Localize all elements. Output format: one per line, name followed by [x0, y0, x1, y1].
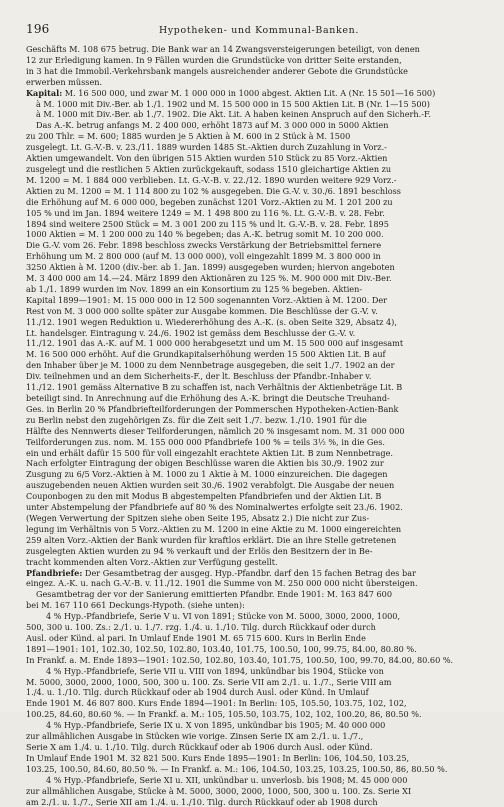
text-line [26, 720, 478, 731]
line-text: M. 16 500 000, und zwar M. 1 000 000 in 1000 abgest. Aktien Lit. A (Nr. 15 501—16 500) [62, 87, 436, 98]
line-text: 1894 sind weitere 2500 Stück = M. 3 001 200 zu 115 % und lt. G.-V.-B. v. 28. Febr. 1895 [26, 218, 389, 229]
line-text: 11./12. 1901 das A.-K. auf M. 1 000 000 herabgesetzt und um M. 15 500 000 auf insgesamt [26, 338, 404, 349]
text-line [26, 731, 478, 742]
line-text: 4 % Hyp.-Pfandbriefe, Serie VII u. VIII von 1894, unkündbar bis 1904, Stücke von [46, 665, 384, 676]
text-line [26, 55, 478, 66]
line-text: zu Berlin nebst den zugehörigen Zs. für die Zeit seit 1./7. bezw. 1./10. 1901 für die [26, 414, 367, 425]
line-text: beteiligt sind. In Anrechnung auf die Erhöhung des A.-K. bringt die Deutsche Treuhand- [26, 393, 390, 403]
text-line [26, 328, 478, 339]
text-line [26, 219, 478, 230]
text-line [26, 349, 478, 360]
text-line [26, 535, 478, 546]
line-text: 103.25, 100.50, 84.60, 80.50 %. — In Frankf. a. M.: 106, 104.50, 103.25, 103.25, 100.50, 86, 80.50 %. [26, 763, 448, 774]
text-line [26, 458, 478, 469]
text-line [26, 88, 478, 99]
text-line [26, 131, 478, 142]
text-line [26, 360, 478, 371]
line-text: tracht kommenden alten Vorz.-Aktien zur Verfügung gestellt. [26, 556, 278, 567]
text-line [26, 164, 478, 175]
text-line [26, 742, 478, 753]
text-line [26, 698, 478, 709]
line-text: 12 zur Erledigung kamen. In 9 Fällen wurden die Grundstücke von dritter Seite erstanden, [26, 54, 402, 65]
text-line [26, 208, 478, 219]
text-line [26, 687, 478, 698]
line-text: zur allmählichen Ausgabe, Stücke à M. 5000, 3000, 2000, 1000, 500, 300 u. 100. Zs. Serie XI [26, 785, 412, 796]
line-text: à M. 1000 mit Div.-Ber. ab 1./1. 1902 und M. 15 500 000 in 15 500 Aktien Lit. B (Nr. 1—15 500) [36, 98, 430, 109]
text-line [26, 611, 478, 622]
text-line [26, 142, 478, 153]
text-line [26, 371, 478, 382]
line-text: Teilforderungen zus. nom. M. 155 000 000 Pfandbriefe 100 % = teils 3½ %, in die Ges. [26, 436, 385, 447]
line-text: zu 200 Thlr. = M. 600; 1885 wurden je 5 Aktien à M. 600 in 2 Stück à M. 1500 [26, 131, 351, 142]
text-line [26, 655, 478, 666]
line-text: 11./12. 1901 gemäss Alternative B zu schaffen ist, nach Verhältnis der Aktienbeträge Lit. B [26, 382, 403, 393]
page-number: 196 [26, 22, 50, 36]
line-text: (Wegen Verwertung der Spitzen siehe oben Seite 195, Absatz 2.) Die nicht zur Zus- [26, 512, 370, 523]
line-text: eingez. A.-K. u. nach G.-V.-B. v. 11./12. 1901 die Summe von M. 250 000 000 nicht übersteigen. [26, 578, 418, 589]
line-text: Zusgung zu 6/5 Vorz.-Aktien à M. 1000 zu 1 Aktie à M. 1000 einzureichen. Die dagegen [26, 469, 388, 480]
text-line [26, 502, 478, 513]
text-line [26, 426, 478, 437]
line-text: à M. 1000 mit Div.-Ber. ab 1./7. 1902. Die Akt. Lit. A haben keinen Anspruch auf den Sicherh.-F. [36, 109, 431, 120]
text-line [26, 120, 478, 131]
line-text: In Umlauf Ende 1901 M. 32 821 500. Kurs Ende 1895—1901: In Berlin: 106, 104.50, 103.25, [26, 752, 410, 763]
text-line [26, 306, 478, 317]
text-line [26, 546, 478, 557]
line-text: 1891—1901: 101, 102.30, 102.50, 102.80, 103.40, 101.75, 100.50, 100, 99.75, 84.00, 80.80 %. [26, 643, 417, 654]
text-line [26, 557, 478, 568]
text-line [26, 197, 478, 208]
text-line [26, 568, 478, 579]
line-text: die Erhöhung auf M. 6 000 000, begeben zunächst 1201 Vorz.-Aktien zu M. 1 201 200 zu [26, 196, 393, 207]
line-text: Erhöhung um M. 2 800 000 (auf M. 13 000 000), voll eingezahlt 1899 M. 3 800 000 in [26, 251, 381, 262]
line-text: Nach erfolgter Eintragung der obigen Beschlüsse waren die Aktien bis 30./9. 1902 zur [26, 458, 384, 469]
line-text: M. 16 500 000 erhöht. Auf die Grundkapitalserhöhung werden 15 500 Aktien Lit. B auf [26, 349, 386, 360]
text-line [26, 709, 478, 720]
text-line [26, 240, 478, 251]
text-line [26, 448, 478, 459]
line-text: 1000 Aktien = M. 1 200 000 zu 140 % begeben; das A.-K. betrug somit M. 10 200 000. [26, 229, 384, 240]
text-line [26, 109, 478, 120]
line-text: ein und erhält dafür 15 500 für voll eingezahlt erachtete Aktien Lit. B zum Nennbetrage. [26, 447, 393, 458]
text-line [26, 775, 478, 786]
text-line [26, 644, 478, 655]
line-text: Rest von M. 3 000 000 sollte später zur Ausgabe kommen. Die Beschlüsse der G.-V. v. [26, 305, 378, 316]
text-line [26, 469, 478, 480]
line-text: 500, 300 u. 100. Zs.: 2./1. u. 1./7. rzg. 1./4. u. 1./10. Tilg. durch Rückkauf oder durch [26, 622, 376, 633]
text-line [26, 44, 478, 55]
line-text: 11./12. 1901 wegen Reduktion u. Wiedererhöhung des A.-K. (s. oben Seite 329, Absatz 4), [26, 316, 397, 327]
line-text: Geschäfts M. 108 675 betrug. Die Bank war an 14 Zwangsversteigerungen beteiligt, von denen [26, 44, 420, 54]
line-text: 1./4. u. 1./10. Tilg. durch Rückkauf oder ab 1904 durch Ausl. oder Künd. In Umlauf [26, 687, 369, 698]
text-line [26, 317, 478, 328]
line-text: Couponbogen zu den mit Modus B abgestempelten Pfandbriefen und der Aktien Lit. B [26, 491, 382, 502]
line-text: zusgelegt. Lt. G.-V.-B. v. 23./11. 1889 wurden 1485 St.-Aktien durch Zuzahlung in Vorz.- [26, 142, 387, 153]
text-line [26, 66, 478, 77]
text-line [26, 382, 478, 393]
line-text: Gesamtbetrag der vor der Sanierung emittierten Pfandbr. Ende 1901: M. 163 847 600 [36, 589, 393, 600]
line-text: unter Abstempelung der Pfandbriefe auf 80 % des Nominalwertes erfolgte seit 23./6. 1902. [26, 502, 403, 513]
line-text: den Inhaber über je M. 1000 zu dem Nennbetrage ausgegeben, die seit 1./7. 1902 an der [26, 360, 395, 371]
text-line [26, 338, 478, 349]
text-line [26, 764, 478, 775]
page-header [26, 22, 478, 38]
text-line [26, 600, 478, 611]
text-line [26, 186, 478, 197]
text-line [26, 229, 478, 240]
text-line [26, 273, 478, 284]
line-text: legung im Verhältnis von 5 Vorz.-Aktien zu M. 1200 in eine Aktie zu M. 1000 eingereichten [26, 523, 402, 534]
line-text: 4 % Hyp.-Pfandbriefe, Serie V u. VI von 1891; Stücke von M. 5000, 3000, 2000, 1000, [46, 611, 401, 622]
text-line [26, 753, 478, 764]
line-text: 4 % Hyp.-Pfandbriefe, Serie IX u. X von 1895, unkündbar bis 1905; M. 40 000 000 [46, 720, 386, 731]
text-line [26, 633, 478, 644]
line-text: 100.25, 84.60, 80.60 %. — In Frankf. a. M.: 105, 105.50, 103.75, 102, 102, 100.20, 86, 80.50 %. [26, 709, 422, 720]
line-text: Lt. handelsger. Eintragung v. 24./6. 1902 ist gemäss dem Beschlusse der G.-V. v. [26, 327, 356, 338]
text-line [26, 437, 478, 448]
line-text: M. 3 400 000 am 14.—24. März 1899 den Aktionären zu 125 %. M. 900 000 mit Div.-Ber. [26, 273, 392, 284]
line-text: zur allmählichen Ausgabe in Stücken wie vorige. Zinsen Serie IX am 2./1. u. 1./7., [26, 731, 364, 742]
text-line [26, 284, 478, 295]
line-text: Aktien zu M. 1200 = M. 1 114 800 zu 102 % ausgegeben. Die G.-V. v. 30./6. 1891 beschloss [26, 185, 401, 196]
line-text: in 3 hat die Immobil.-Verkehrsbank mangels ausreichender anderer Gebote die Grundstücke [26, 65, 408, 76]
line-text: Hälfte des Nennwerts dieser Teilforderungen, nämlich 20 % insgesamt nom. M. 31 000 000 [26, 425, 405, 436]
text-line [26, 666, 478, 677]
line-text: Ges. in Berlin 20 % Pfandbriefteilforderungen der Pommerschen Hypotheken-Actien-Bank [26, 403, 399, 414]
text-line [26, 99, 478, 110]
line-text: zusgelegt und die restlichen 5 Aktien zurückgekauft, sodass 1510 gleichartige Aktien zu [26, 163, 392, 174]
text-line [26, 480, 478, 491]
text-line [26, 786, 478, 797]
text-line [26, 415, 478, 426]
line-text: Kapital 1899—1901: M. 15 000 000 in 12 500 sogenannten Vorz.-Aktien à M. 1200. Der [26, 294, 388, 305]
line-text: Serie X am 1./4. u. 1./10. Tilg. durch Rückkauf oder ab 1906 durch Ausl. oder Künd. [26, 742, 373, 752]
text-line [26, 393, 478, 404]
text-line [26, 578, 478, 589]
line-text: In Frankf. a. M. Ende 1893—1901: 102.50, 102.80, 103.40, 101.75, 100.50, 100, 99.70, 84.00, 80.60 %. [26, 654, 454, 665]
line-text: 4 % Hyp.-Pfandbriefe, Serie XI u. XII, unkündbar u. unverlosb. bis 1908; M. 45 000 000 [46, 774, 408, 785]
text-line [26, 677, 478, 688]
section-heading: Kapital: [26, 87, 63, 98]
line-text: Der Gesamtbetrag der ausgeg. Hyp.-Pfandbr. darf den 15 fachen Betrag des bar [82, 567, 416, 578]
text-line [26, 622, 478, 633]
text-line [26, 524, 478, 535]
line-text: 105 % und im Jan. 1894 weitere 1249 = M. 1 498 800 zu 116 %. Lt. G.-V.-B. v. 28. Febr. [26, 207, 385, 218]
line-text: auszugebenden neuen Aktien wurden seit 30./6. 1902 verabfolgt. Die Ausgabe der neuen [26, 480, 395, 491]
text-line [26, 77, 478, 88]
line-text: M. 5000, 3000, 2000, 1000, 500, 300 u. 100. Zs. Serie VII am 2./1. u. 1./7., Serie VIII am [26, 676, 392, 687]
section-heading: Pfandbriefe: [26, 567, 83, 578]
text-line [26, 513, 478, 524]
text-line [26, 175, 478, 186]
line-text: Div. teilnehmen und an dem Sicherheits-F., der lt. Beschluss der Pfandbr.-Inhaber v. [26, 371, 372, 382]
line-text: bei M. 167 110 661 Deckungs-Hypoth. (siehe unten): [26, 600, 245, 611]
text-line [26, 589, 478, 600]
line-text: erwerben müssen. [26, 76, 103, 87]
line-text: M. 1200 = M. 1 884 000 verblieben. Lt. G.-V.-B. v. 22./12. 1890 wurden weitere 929 Vorz.- [26, 174, 397, 185]
text-line [26, 797, 478, 807]
text-line [26, 295, 478, 306]
line-text: Ausl. oder Künd. al pari. In Umlauf Ende 1901 M. 65 715 600. Kurs in Berlin Ende [26, 632, 366, 643]
line-text: Die G.-V. vom 26. Febr. 1898 beschloss zwecks Verstärkung der Betriebsmittel fernere [26, 240, 382, 251]
line-text: Ende 1901 M. 46 807 800. Kurs Ende 1894—1901: In Berlin: 105, 105.50, 103.75, 102, 102, [26, 698, 407, 709]
text-line [26, 491, 478, 502]
body-text [26, 44, 478, 807]
text-line [26, 262, 478, 273]
line-text: 259 alten Vorz.-Aktien der Bank wurden für kraftlos erklärt. Die an ihre Stelle getretenen [26, 534, 397, 545]
line-text: ab 1./1. 1899 wurden im Nov. 1899 an ein Konsortium zu 125 % begeben. Aktien- [26, 283, 363, 294]
line-text: zusgelegten Aktien wurden zu 94 % verkauft und der Erlös den Besitzern der in Be- [26, 545, 373, 556]
line-text: Das A.-K. betrug anfangs M. 2 400 000, erhöht 1873 auf M. 3 000 000 in 5000 Aktien [36, 120, 389, 131]
line-text: am 2./1. u. 1./7., Serie XII am 1./4. u. 1./10. Tilg. durch Rückkauf oder ab 1908 durch [26, 796, 378, 807]
text-line [26, 251, 478, 262]
running-title: Hypotheken- und Kommunal-Banken. [158, 25, 360, 36]
line-text: 3250 Aktien à M. 1200 (div.-ber. ab 1. Jan. 1899) ausgegeben wurden; hiervon angeboten [26, 262, 395, 273]
text-line [26, 404, 478, 415]
text-line [26, 153, 478, 164]
line-text: Aktien umgewandelt. Von den übrigen 515 Aktien wurden 510 Stück zu 85 Vorz.-Aktien [26, 153, 388, 164]
